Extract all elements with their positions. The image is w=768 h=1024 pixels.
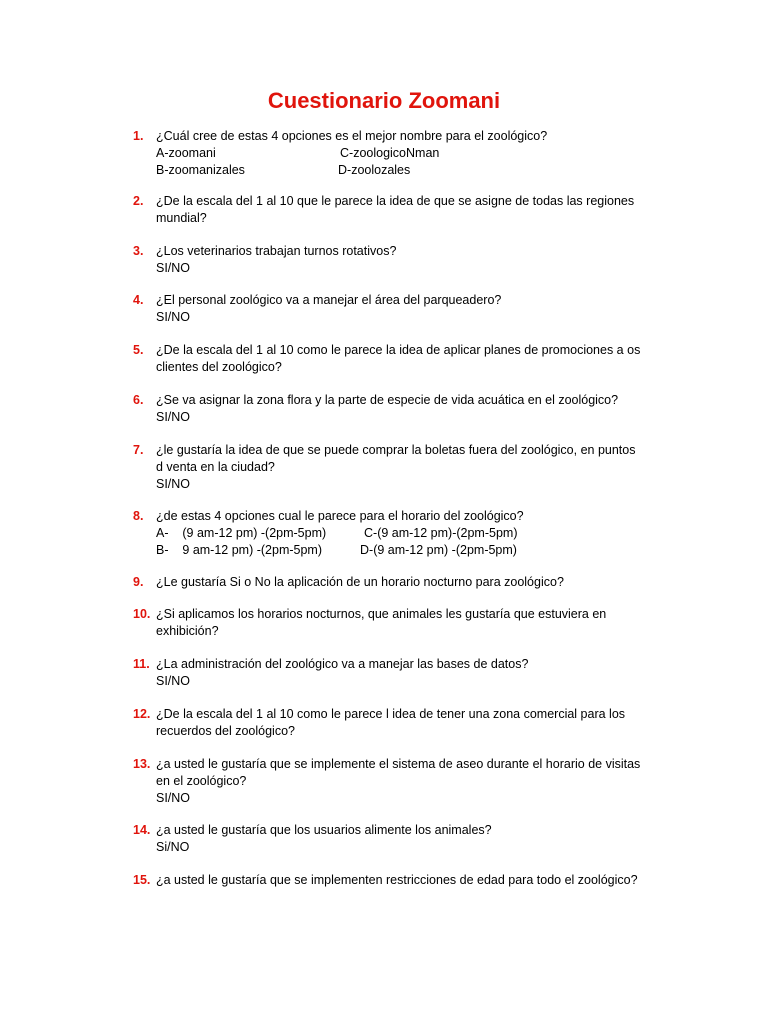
option-b: B-zoomanizales <box>156 163 245 177</box>
question-text: ¿a usted le gustaría que se implemente el sistema de aseo durante el horario de visitas <box>156 757 641 771</box>
question-text: ¿Le gustaría Si o No la aplicación de un horario nocturno para zoológico? <box>156 575 564 589</box>
question-text: d venta en la ciudad? <box>156 460 275 474</box>
question-text: ¿de estas 4 opciones cual le parece para el horario del zoológico? <box>156 509 524 523</box>
answer-option: SI/NO <box>156 310 191 324</box>
question-text: ¿le gustaría la idea de que se puede comprar la boletas fuera del zoológico, en puntos <box>156 443 636 457</box>
question-text: ¿De la escala del 1 al 10 como le parece l idea de tener una zona comercial para los <box>156 707 626 721</box>
option-d: D-(9 am-12 pm) -(2pm-5pm) <box>360 543 517 557</box>
question-text: ¿Cuál cree de estas 4 opciones es el mejor nombre para el zoológico? <box>156 129 548 143</box>
question-number: 4. <box>133 293 144 307</box>
question-number: 6. <box>133 393 144 407</box>
question-number: 13. <box>133 757 151 771</box>
question-text: ¿Se va asignar la zona flora y la parte de especie de vida acuática en el zoológico? <box>156 393 619 407</box>
option-b: B- 9 am-12 pm) -(2pm-5pm) <box>156 543 323 557</box>
question-number: 5. <box>133 343 144 357</box>
question-text: ¿Los veterinarios trabajan turnos rotativos? <box>156 244 397 258</box>
answer-option: SI/NO <box>156 410 191 424</box>
question-number: 1. <box>133 129 144 143</box>
question-text: ¿De la escala del 1 al 10 como le parece la idea de aplicar planes de promociones a os <box>156 343 641 357</box>
question-number: 15. <box>133 873 151 887</box>
option-d: D-zoolozales <box>338 163 411 177</box>
question-text: ¿La administración del zoológico va a manejar las bases de datos? <box>156 657 529 671</box>
answer-option: SI/NO <box>156 674 191 688</box>
answer-option: SI/NO <box>156 477 191 491</box>
answer-option: Si/NO <box>156 840 190 854</box>
page-title: Cuestionario Zoomani <box>267 88 501 113</box>
question-text: ¿El personal zoológico va a manejar el área del parqueadero? <box>156 293 502 307</box>
option-a: A- (9 am-12 pm) -(2pm-5pm) <box>156 526 327 540</box>
question-text: ¿Si aplicamos los horarios nocturnos, que animales les gustaría que estuviera en <box>156 607 607 621</box>
question-number: 11. <box>133 657 150 671</box>
option-a: A-zoomani <box>156 146 216 160</box>
question-text: exhibición? <box>156 624 219 638</box>
answer-option: SI/NO <box>156 791 191 805</box>
question-text: mundial? <box>156 211 207 225</box>
question-number: 8. <box>133 509 144 523</box>
question-number: 9. <box>133 575 144 589</box>
question-number: 12. <box>133 707 151 721</box>
question-number: 3. <box>133 244 144 258</box>
option-c: C-zoologicoNman <box>340 146 440 160</box>
answer-option: SI/NO <box>156 261 191 275</box>
question-number: 2. <box>133 194 144 208</box>
question-text: recuerdos del zoológico? <box>156 724 295 738</box>
question-number: 7. <box>133 443 144 457</box>
question-text: ¿a usted le gustaría que se implementen restricciones de edad para todo el zoológico? <box>156 873 638 887</box>
question-number: 14. <box>133 823 151 837</box>
question-text: ¿a usted le gustaría que los usuarios alimente los animales? <box>156 823 492 837</box>
option-c: C-(9 am-12 pm)-(2pm-5pm) <box>364 526 518 540</box>
question-text: clientes del zoológico? <box>156 360 282 374</box>
question-number: 10. <box>133 607 151 621</box>
question-text: en el zoológico? <box>156 774 247 788</box>
question-text: ¿De la escala del 1 al 10 que le parece la idea de que se asigne de todas las regiones <box>156 194 635 208</box>
